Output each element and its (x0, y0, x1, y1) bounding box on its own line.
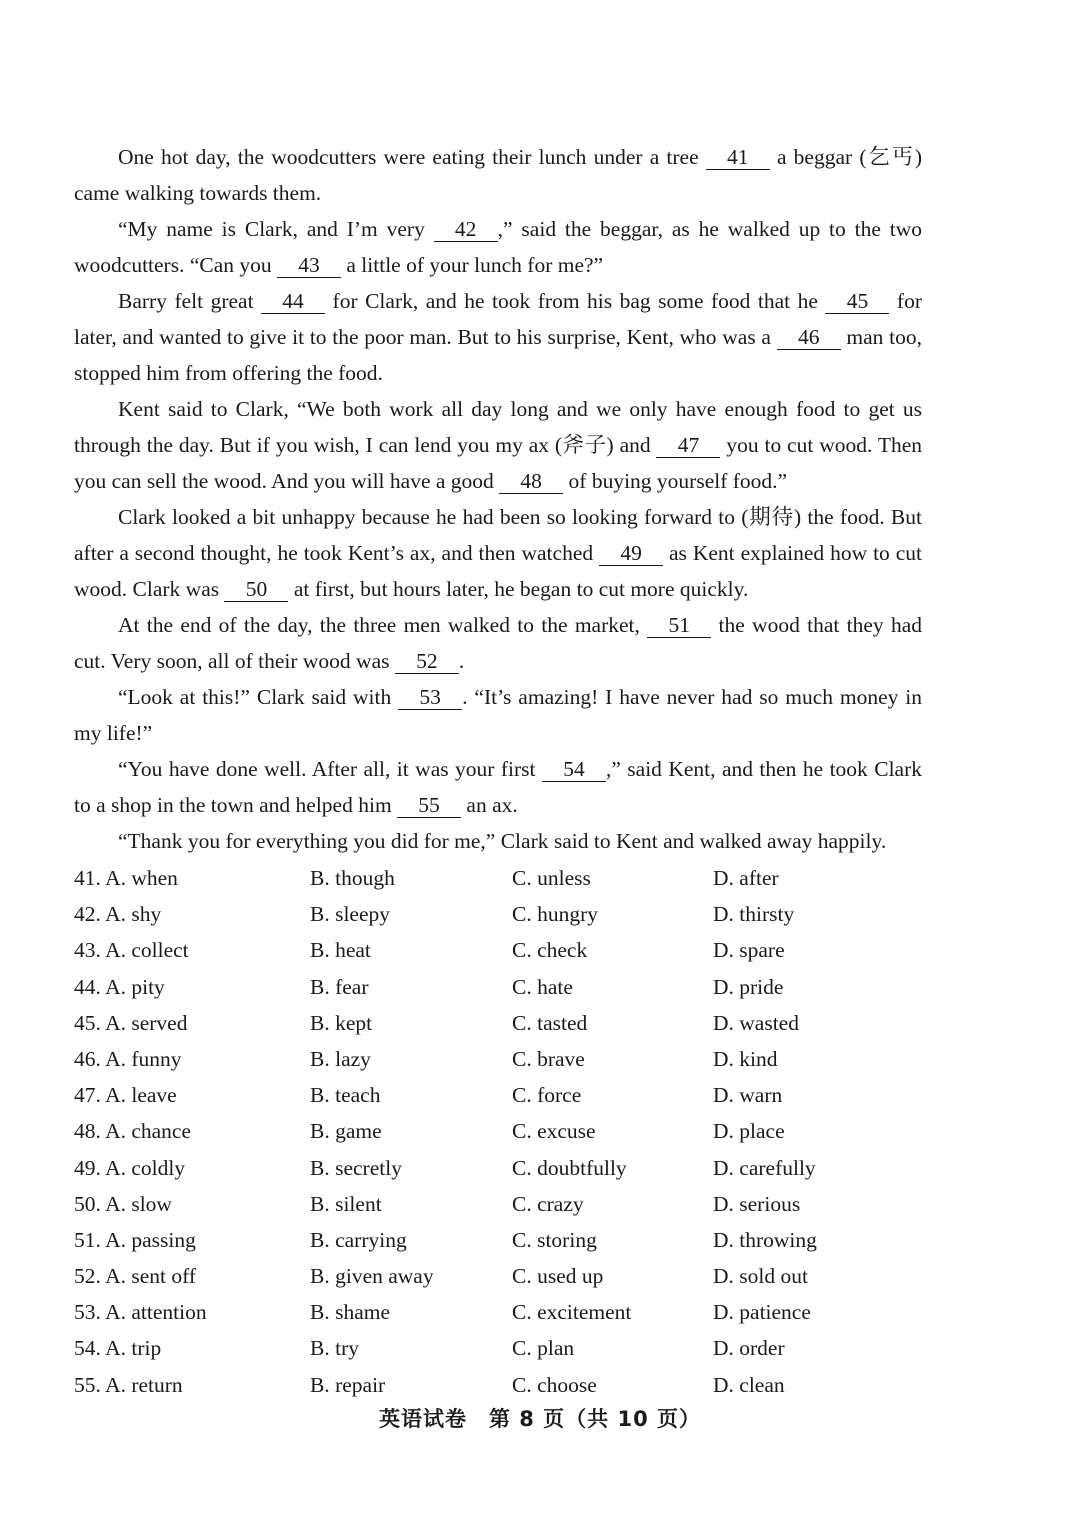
option-d: D. serious (713, 1191, 801, 1216)
blank-42: 42 (434, 217, 498, 242)
option-c: C. doubtfully (512, 1155, 627, 1180)
question-row (74, 1005, 934, 1041)
option-d: D. carefully (713, 1155, 816, 1180)
text: for later, and wanted to give it to the poor man. But to his surprise, Kent, who was a (74, 289, 922, 349)
paragraph-3 (74, 283, 922, 391)
text: for Clark, and he took from his bag some food that he (325, 289, 826, 313)
question-row (74, 1113, 934, 1149)
paragraph-9 (74, 823, 922, 859)
question-row (74, 1186, 934, 1222)
blank-53: 53 (398, 685, 462, 710)
blank-46: 46 (777, 325, 841, 350)
text: man too, stopped him from offering the food. (74, 325, 922, 385)
option-d: D. spare (713, 938, 785, 963)
option-a: 47. A. leave (74, 1083, 177, 1108)
answer-options (74, 860, 934, 1403)
blank-45: 45 (825, 289, 889, 314)
option-a: 43. A. collect (74, 938, 189, 963)
option-d: D. patience (713, 1300, 811, 1325)
option-c: C. force (512, 1083, 582, 1108)
question-row (74, 932, 934, 968)
option-a: 42. A. shy (74, 902, 162, 927)
paragraph-5 (74, 499, 922, 607)
question-row (74, 896, 934, 932)
option-c: C. hungry (512, 902, 598, 927)
paragraph-6 (74, 607, 922, 679)
option-a: 50. A. slow (74, 1191, 172, 1216)
option-c: C. excitement (512, 1300, 632, 1325)
option-a: 46. A. funny (74, 1046, 182, 1071)
blank-48: 48 (499, 469, 563, 494)
option-b: B. teach (310, 1083, 381, 1108)
text: Kent said to Clark, “We both work all day long and we only have enough food to get us through the day. But if you wish, I can lend you my ax (斧子) and (74, 397, 922, 457)
blank-50: 50 (224, 577, 288, 602)
option-d: D. thirsty (713, 902, 795, 927)
question-row (74, 1330, 934, 1366)
text: “Thank you for everything you did for me,” Clark said to Kent and walked away happily. (118, 829, 887, 853)
option-d: D. kind (713, 1046, 778, 1071)
question-row (74, 1258, 934, 1294)
option-b: B. game (310, 1119, 382, 1144)
option-b: B. kept (310, 1010, 373, 1035)
option-c: C. crazy (512, 1191, 584, 1216)
option-c: C. check (512, 938, 588, 963)
option-c: C. choose (512, 1372, 597, 1397)
option-a: 51. A. passing (74, 1227, 196, 1252)
option-a: 55. A. return (74, 1372, 183, 1397)
text: Clark looked a bit unhappy because he had been so looking forward to (期待) the food. But after a second thought, he took Kent’s ax, and then watched (74, 505, 922, 565)
option-a: 52. A. sent off (74, 1264, 197, 1289)
text: . (458, 649, 465, 673)
option-b: B. given away (310, 1264, 434, 1289)
text: at first, but hours later, he began to cut more quickly. (288, 577, 749, 601)
paragraph-2 (74, 211, 922, 283)
option-c: C. unless (512, 866, 591, 890)
blank-47: 47 (656, 433, 720, 458)
text: an ax. (461, 793, 518, 817)
question-row (74, 1150, 934, 1186)
text: ,” said Kent, and then he took Clark to a shop in the town and helped him (74, 757, 922, 817)
option-a: 49. A. coldly (74, 1155, 186, 1180)
option-b: B. fear (310, 974, 369, 999)
option-c: C. brave (512, 1046, 585, 1071)
text: “You have done well. After all, it was your first (118, 757, 542, 781)
option-b: B. secretly (310, 1155, 402, 1180)
option-b: B. sleepy (310, 902, 391, 927)
blank-49: 49 (599, 541, 663, 566)
text: the wood that they had cut. Very soon, all of their wood was (74, 613, 923, 673)
cloze-passage (74, 139, 922, 859)
option-b: B. heat (310, 938, 371, 963)
blank-41: 41 (706, 145, 770, 170)
option-a: 54. A. trip (74, 1336, 162, 1361)
question-row (74, 1077, 934, 1113)
option-b: B. lazy (310, 1046, 371, 1071)
option-b: B. though (310, 866, 395, 890)
blank-43: 43 (277, 253, 341, 278)
text: Barry felt great (118, 289, 262, 313)
blank-54: 54 (542, 757, 606, 782)
text: “Look at this!” Clark said with (118, 685, 399, 709)
text: as Kent explained how to cut wood. Clark was (74, 541, 923, 601)
text: of buying yourself food.” (563, 469, 788, 493)
blank-55: 55 (397, 793, 461, 818)
text: a little of your lunch for me?” (341, 253, 604, 277)
option-c: C. used up (512, 1264, 604, 1289)
question-row (74, 969, 934, 1005)
text: One hot day, the woodcutters were eating their lunch under a tree (118, 145, 706, 169)
option-d: D. warn (713, 1083, 783, 1108)
option-b: B. repair (310, 1372, 386, 1397)
option-d: D. wasted (713, 1010, 799, 1035)
text: you to cut wood. Then you can sell the wood. And you will have a good (74, 433, 922, 493)
page-footer: 英语试卷 第 8 页（共 10 页） (378, 1407, 702, 1431)
text: . “It’s amazing! I have never had so much money in my life!” (74, 685, 922, 745)
text: “My name is Clark, and I’m very (118, 217, 434, 241)
question-row (74, 1294, 934, 1330)
option-d: D. after (713, 866, 779, 890)
text: At the end of the day, the three men walked to the market, (118, 613, 648, 637)
option-d: D. order (713, 1336, 785, 1361)
option-d: D. pride (713, 974, 784, 999)
question-row (74, 1367, 934, 1403)
question-row (74, 1041, 934, 1077)
option-d: D. sold out (713, 1264, 808, 1289)
option-d: D. clean (713, 1372, 785, 1397)
paragraph-4 (74, 391, 922, 499)
option-d: D. throwing (713, 1227, 817, 1252)
option-b: B. try (310, 1336, 359, 1361)
text: ,” said the beggar, as he walked up to the two woodcutters. “Can you (74, 217, 922, 277)
question-row (74, 1222, 934, 1258)
option-d: D. place (713, 1119, 785, 1144)
option-b: B. silent (310, 1191, 382, 1216)
option-c: C. excuse (512, 1119, 596, 1144)
option-b: B. shame (310, 1300, 391, 1325)
text: a beggar (乞丐) came walking towards them. (74, 145, 922, 205)
option-b: B. carrying (310, 1227, 407, 1252)
blank-44: 44 (261, 289, 325, 314)
option-a: 45. A. served (74, 1010, 188, 1035)
blank-51: 51 (647, 613, 711, 638)
option-a: 41. A. when (74, 866, 178, 890)
option-c: C. hate (512, 974, 573, 999)
option-a: 53. A. attention (74, 1300, 207, 1325)
paragraph-1 (74, 139, 922, 211)
paragraph-8 (74, 751, 922, 823)
question-row (74, 860, 934, 896)
option-a: 48. A. chance (74, 1119, 192, 1144)
option-c: C. storing (512, 1227, 597, 1252)
option-c: C. plan (512, 1336, 575, 1361)
option-c: C. tasted (512, 1010, 588, 1035)
paragraph-7 (74, 679, 922, 751)
option-a: 44. A. pity (74, 974, 165, 999)
blank-52: 52 (395, 649, 459, 674)
